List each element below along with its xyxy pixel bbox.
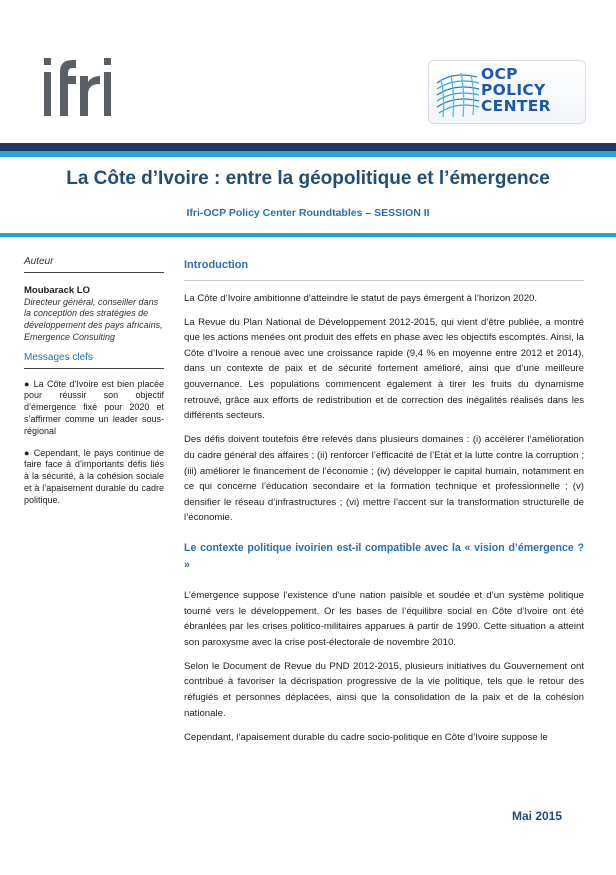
key-message-1	[24, 379, 164, 438]
ocp-logo-line1: OCP	[481, 65, 518, 83]
main-content	[184, 258, 584, 754]
document-subtitle: Ifri-OCP Policy Center Roundtables – SESSION II	[186, 207, 430, 219]
ocp-policy-center-logo	[428, 60, 586, 124]
author-heading: Auteur	[24, 256, 164, 273]
ocp-globe-icon	[433, 65, 481, 121]
publication-date: Mai 2015	[512, 809, 563, 823]
messages-heading: Messages clefs	[24, 352, 164, 369]
subtitle-divider	[0, 233, 616, 237]
header-bar-dark	[0, 143, 616, 151]
ifri-logo-text: ifri	[42, 41, 59, 58]
introduction-heading: Introduction	[184, 258, 584, 281]
paragraph: La Côte d’Ivoire ambitionne d’atteindre le statut de pays émergent à l’horizon 2020.	[184, 292, 538, 304]
sidebar	[24, 256, 164, 507]
bullet-icon: ●	[24, 447, 34, 458]
author-role: Directeur général, conseiller dans la conception des stratégies de développement des pays africains, Emergence Consulting	[24, 296, 163, 342]
header-bar-blue	[0, 151, 616, 157]
bullet-icon: ●	[24, 378, 34, 389]
paragraph: Cependant, l’apaisement durable du cadre socio-politique en Côte d’Ivoire suppose le	[184, 731, 548, 743]
key-message-2	[24, 448, 164, 507]
section-heading: Le contexte politique ivoirien est-il compatible avec la « vision d’émergence ? »	[184, 541, 584, 571]
ifri-logo	[42, 41, 114, 122]
ocp-logo-line2: POLICY	[481, 81, 546, 99]
paragraph: La Revue du Plan National de Développement 2012-2015, qui vient d’être publiée, a montré que les actions menées ont produit des effets en phase avec les objectifs escomptés. Ainsi, la Côte d’Ivoire a renoué avec une croissance rapide (9,4 % en moyenne entre 2012 et 2014), dans un contexte de paix et de sécurité fortement amélioré, ainsi que d’une meilleure gouvernance. Les populations commencent également à tirer les fruits du dynamisme retrouvé, grâce aux efforts de redistribution et de correction des inégalités réalisés dans les différents secteurs.	[184, 316, 584, 422]
paragraph: L’émergence suppose l’existence d’une nation paisible et soudée et d’un système politique tourné vers le développement. Or les bases de l’équilibre social en Côte d’Ivoire ont été ébranlées par les crises politico-militaires apparues à partir de 1990. Cette situation a atteint son paroxysme avec la crise post-électorale de novembre 2010.	[184, 589, 584, 648]
key-message-text: La Côte d’Ivoire est bien placée pour réussir son objectif d’émergence fixé pour 2020 et s’affirmer comme un leader sous-régional	[24, 378, 164, 436]
author-name: Moubarack LO	[24, 284, 90, 296]
document-title: La Côte d’Ivoire : entre la géopolitique et l’émergence	[66, 168, 550, 189]
paragraph: Selon le Document de Revue du PND 2012-2015, plusieurs initiatives du Gouvernement ont contribué à favoriser la décrispation progressive de la vie politique, tels que le retour des réfugiés et personnes déplacées, ainsi que la consolidation de la paix et de la cohésion nationale.	[184, 660, 584, 719]
ocp-logo-text	[481, 66, 585, 114]
ocp-logo-line3: CENTER	[481, 97, 551, 115]
key-message-text: Cependant, le pays continue de faire face à d’importants défis liés à la sécurité, à la cohésion sociale et à l’apaisement durable du cadre politique.	[24, 447, 165, 505]
paragraph: Des défis doivent toutefois être relevés dans plusieurs domaines : (i) accélérer l’amélioration du cadre général des affaires ; (ii) renforcer l’efficacité de l’Etat et la lutte contre la corruption ; (iii) améliorer le financement de l’économie ; (iv) développer le capital humain, notamment en ce qui concerne l’éducation secondaire et la formation technique et professionnelle ; (v) densifier le réseau d’infrastructures ; (vi) mettre l’accent sur la transformation structurelle de l’économie.	[184, 434, 584, 524]
